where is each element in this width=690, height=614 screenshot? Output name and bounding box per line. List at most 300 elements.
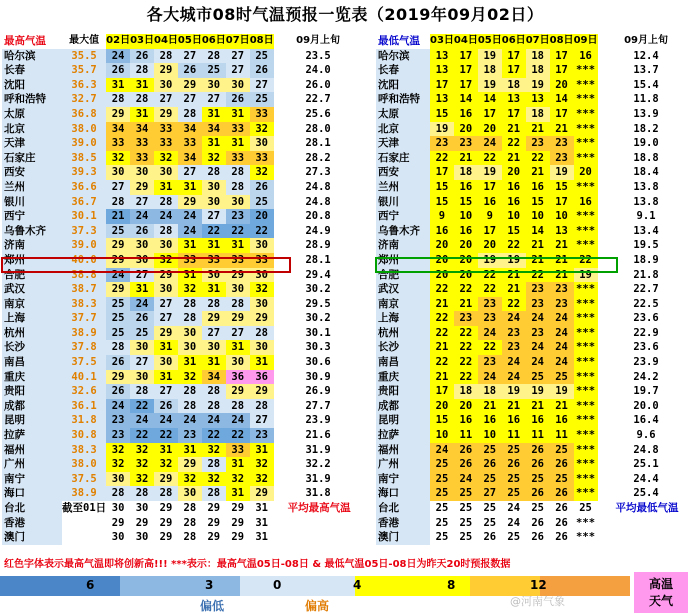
- max-record: 36.8: [62, 107, 106, 122]
- min-temp-value: 14: [454, 92, 478, 107]
- avg-early-sept: 13.8: [614, 195, 679, 210]
- avg-early-sept: 20.0: [614, 399, 679, 414]
- max-temp-value: 28: [202, 165, 226, 180]
- min-temp-value: 23: [478, 311, 502, 326]
- min-temp-value: 15: [502, 224, 526, 239]
- column-header: 最低气温: [376, 34, 430, 49]
- max-temp-value: 28: [202, 49, 226, 64]
- max-record: 38.5: [62, 151, 106, 166]
- city-name: 西宁: [376, 209, 430, 224]
- min-temp-value: 18: [478, 63, 502, 78]
- max-temp-value: 30: [250, 297, 274, 312]
- max-temp-value: 24: [154, 413, 178, 428]
- max-temp-value: 29: [226, 530, 250, 545]
- min-temp-value: 21: [502, 268, 526, 283]
- spacer: [598, 78, 614, 93]
- max-temp-value: 32: [130, 472, 154, 487]
- spacer: [274, 399, 286, 414]
- column-header: [274, 34, 286, 49]
- legend-value-0: 0: [273, 578, 282, 592]
- max-temp-value: 30: [202, 195, 226, 210]
- min-temp-value: 10: [454, 209, 478, 224]
- max-record: 38.8: [62, 268, 106, 283]
- max-temp-value: 26: [178, 63, 202, 78]
- column-header: 08日: [550, 34, 574, 49]
- max-temp-value: 26: [130, 311, 154, 326]
- min-temp-value: 24: [526, 311, 550, 326]
- max-record: 35.5: [62, 49, 106, 64]
- min-temp-value: 16: [574, 49, 598, 64]
- city-name: 兰州: [376, 180, 430, 195]
- min-temp-value: 25: [550, 370, 574, 385]
- min-temp-value: 15: [430, 413, 454, 428]
- column-header: 04日: [154, 34, 178, 49]
- spacer: [598, 486, 614, 501]
- min-temp-value: 16: [454, 107, 478, 122]
- min-temp-value: 17: [550, 63, 574, 78]
- avg-early-sept: 13.9: [614, 107, 679, 122]
- city-name: 西安: [376, 165, 430, 180]
- table-row: [376, 122, 679, 137]
- max-temp-value: 23: [226, 209, 250, 224]
- max-temp-value: 22: [154, 428, 178, 443]
- min-temp-value: 25: [502, 472, 526, 487]
- min-temp-value: 22: [430, 355, 454, 370]
- min-temp-value: 20: [454, 122, 478, 137]
- city-name: 南京: [376, 297, 430, 312]
- max-temp-value: 29: [154, 530, 178, 545]
- min-temp-value: 18: [454, 384, 478, 399]
- min-temp-value: 19: [574, 268, 598, 283]
- min-temp-value: 15: [430, 195, 454, 210]
- city-name: 长沙: [376, 340, 430, 355]
- city-name: 重庆: [376, 370, 430, 385]
- spacer: [274, 443, 286, 458]
- min-temp-value: 25: [526, 472, 550, 487]
- min-temp-value: 16: [550, 413, 574, 428]
- min-temp-value: 26: [526, 457, 550, 472]
- max-record: [62, 516, 106, 531]
- table-row: [376, 180, 679, 195]
- min-temp-value: 25: [502, 443, 526, 458]
- max-record: 30.1: [62, 209, 106, 224]
- max-temp-value: 29: [130, 180, 154, 195]
- min-temp-value: 26: [550, 486, 574, 501]
- max-record: 37.8: [62, 340, 106, 355]
- spacer: [598, 340, 614, 355]
- min-temp-value: 11: [502, 428, 526, 443]
- max-temp-value: 30: [106, 501, 130, 516]
- city-name: 重庆: [2, 370, 62, 385]
- column-header: [598, 34, 614, 49]
- table-header-row: [2, 34, 351, 49]
- max-temp-value: 32: [106, 443, 130, 458]
- max-temp-value: 27: [130, 195, 154, 210]
- min-temp-value: 10: [502, 209, 526, 224]
- city-name: 石家庄: [376, 151, 430, 166]
- hot-weather-box: [634, 572, 688, 613]
- max-temp-value: 28: [178, 516, 202, 531]
- max-temp-value: 32: [130, 457, 154, 472]
- max-temp-value: 22: [226, 224, 250, 239]
- max-temp-value: 32: [178, 472, 202, 487]
- spacer: [598, 122, 614, 137]
- max-record: 40.1: [62, 370, 106, 385]
- avg-early-sept: 28.1: [286, 136, 351, 151]
- avg-early-sept: [614, 516, 679, 531]
- min-temp-value: 24: [478, 136, 502, 151]
- spacer: [274, 63, 286, 78]
- max-temp-value: 26: [106, 384, 130, 399]
- max-temp-value: 31: [154, 340, 178, 355]
- max-temp-value: 29: [250, 384, 274, 399]
- avg-early-sept: 24.0: [286, 63, 351, 78]
- min-temp-value: 17: [478, 180, 502, 195]
- min-temp-value: 9: [478, 209, 502, 224]
- max-temp-value: 29: [226, 311, 250, 326]
- spacer: [598, 311, 614, 326]
- min-temp-value: 21: [430, 340, 454, 355]
- max-temp-value: 23: [250, 428, 274, 443]
- min-temp-value: 23: [478, 297, 502, 312]
- avg-early-sept: 28.0: [286, 122, 351, 137]
- zhengzhou-min-highlight: [375, 257, 618, 273]
- min-temp-value: 22: [454, 355, 478, 370]
- footnote: 红色字体表示最高气温即将创新高!!! ***表示：最高气温05日-08日 & 最低气温05日-08日为昨天20时预报数据: [4, 559, 511, 570]
- avg-early-sept: 9.6: [614, 428, 679, 443]
- max-temp-value: 24: [130, 413, 154, 428]
- max-temp-value: 29: [106, 253, 130, 268]
- city-name: 贵阳: [376, 384, 430, 399]
- min-temp-value: 21: [478, 399, 502, 414]
- min-temp-value: ***: [574, 63, 598, 78]
- hot-label-line2: 天气: [648, 594, 673, 608]
- max-temp-value: 30: [130, 340, 154, 355]
- min-temp-value: 23: [478, 355, 502, 370]
- max-temp-value: 22: [226, 428, 250, 443]
- max-temp-value: 31: [178, 355, 202, 370]
- city-name: 杭州: [376, 326, 430, 341]
- avg-early-sept: 23.6: [614, 311, 679, 326]
- min-temp-value: 17: [454, 49, 478, 64]
- max-temp-value: 31: [250, 443, 274, 458]
- max-temp-value: 31: [202, 355, 226, 370]
- max-temp-value: 28: [202, 399, 226, 414]
- avg-early-sept: 15.4: [614, 78, 679, 93]
- min-temp-value: 17: [502, 49, 526, 64]
- spacer: [274, 107, 286, 122]
- max-temp-value: 31: [130, 78, 154, 93]
- table-row: [2, 355, 351, 370]
- column-header: 09日: [574, 34, 598, 49]
- avg-early-sept: 29.5: [286, 297, 351, 312]
- min-temp-value: 21: [454, 151, 478, 166]
- avg-early-sept: [286, 516, 351, 531]
- max-temp-value: 30: [154, 78, 178, 93]
- min-temp-value: 22: [526, 268, 550, 283]
- max-temp-value: 28: [226, 180, 250, 195]
- max-temp-value: 29: [154, 472, 178, 487]
- max-temp-value: 28: [154, 486, 178, 501]
- max-record: 37.5: [62, 472, 106, 487]
- max-temp-value: 30: [106, 165, 130, 180]
- max-temp-value: 33: [106, 136, 130, 151]
- max-record: 截至01日: [62, 502, 107, 514]
- max-temp-value: 28: [130, 384, 154, 399]
- min-temp-value: 19: [526, 384, 550, 399]
- max-temp-value: 30: [202, 340, 226, 355]
- spacer: [598, 326, 614, 341]
- min-temp-value: 25: [550, 472, 574, 487]
- max-temp-value: 28: [226, 399, 250, 414]
- min-temp-value: ***: [574, 443, 598, 458]
- max-temp-value: 27: [226, 326, 250, 341]
- avg-early-sept: 31.9: [286, 472, 351, 487]
- max-temp-value: 31: [226, 486, 250, 501]
- min-temp-value: 22: [526, 151, 550, 166]
- min-temp-value: 21: [454, 297, 478, 312]
- min-temp-value: 26: [550, 501, 574, 516]
- max-temp-value: 30: [178, 340, 202, 355]
- city-name: 台北: [376, 501, 430, 516]
- min-temp-value: 21: [502, 282, 526, 297]
- max-temp-value: 20: [250, 209, 274, 224]
- max-temp-value: 26: [106, 63, 130, 78]
- max-temp-value: 31: [226, 136, 250, 151]
- min-temp-value: 13: [502, 92, 526, 107]
- max-temp-value: 30: [154, 282, 178, 297]
- min-temp-value: 24: [502, 355, 526, 370]
- max-temp-value: 31: [154, 370, 178, 385]
- max-temp-value: 30: [178, 326, 202, 341]
- max-temp-value: 28: [226, 165, 250, 180]
- max-record: 38.0: [62, 122, 106, 137]
- avg-early-sept: 25.6: [286, 107, 351, 122]
- table-row: [376, 311, 679, 326]
- max-temp-value: 32: [250, 282, 274, 297]
- min-temp-value: 22: [430, 326, 454, 341]
- city-name: 南昌: [2, 355, 62, 370]
- min-temp-value: 21: [550, 399, 574, 414]
- max-temp-value: 30: [154, 355, 178, 370]
- avg-early-sept: 19.5: [614, 238, 679, 253]
- min-temp-value: 26: [526, 443, 550, 458]
- min-temp-value: 25: [478, 443, 502, 458]
- avg-early-sept: 24.2: [614, 370, 679, 385]
- min-temp-value: 27: [478, 486, 502, 501]
- min-temp-value: 16: [430, 224, 454, 239]
- max-temp-value: 27: [250, 413, 274, 428]
- min-temp-value: 25: [526, 370, 550, 385]
- spacer: [598, 384, 614, 399]
- min-temp-value: 13: [550, 224, 574, 239]
- max-temp-value: 33: [178, 253, 202, 268]
- avg-early-sept: 平均最低气温: [615, 502, 679, 514]
- max-temp-value: 28: [202, 457, 226, 472]
- min-temp-value: 25: [454, 501, 478, 516]
- city-name: 昆明: [376, 413, 430, 428]
- max-temp-value: 29: [154, 268, 178, 283]
- max-temp-value: 31: [250, 501, 274, 516]
- table-row: [2, 443, 351, 458]
- city-name: 长春: [376, 63, 430, 78]
- page-title: 各大城市08时气温预报一览表（2019年09月02日）: [146, 5, 544, 24]
- max-temp-value: 31: [130, 282, 154, 297]
- avg-early-sept: 30.1: [286, 326, 351, 341]
- min-temp-value: 16: [502, 413, 526, 428]
- min-temp-value: ***: [574, 486, 598, 501]
- max-temp-value: 29: [226, 268, 250, 283]
- spacer: [598, 63, 614, 78]
- min-temp-value: 16: [454, 413, 478, 428]
- min-temp-value: 21: [526, 122, 550, 137]
- avg-early-sept: 32.2: [286, 457, 351, 472]
- max-temp-value: 28: [178, 501, 202, 516]
- max-temp-value: 25: [250, 49, 274, 64]
- max-temp-value: 33: [154, 136, 178, 151]
- min-temp-value: 24: [502, 516, 526, 531]
- spacer: [274, 92, 286, 107]
- max-temp-value: 27: [202, 326, 226, 341]
- min-temp-value: 23: [526, 136, 550, 151]
- max-record: 39.0: [62, 136, 106, 151]
- city-name: 广州: [376, 457, 430, 472]
- avg-early-sept: [614, 530, 679, 545]
- city-name: 长沙: [2, 340, 62, 355]
- min-temp-value: 18: [526, 63, 550, 78]
- column-header: 06日: [202, 34, 226, 49]
- max-record: 38.9: [62, 326, 106, 341]
- city-name: 北京: [376, 122, 430, 137]
- min-temp-value: 22: [454, 370, 478, 385]
- spacer: [274, 428, 286, 443]
- spacer: [598, 516, 614, 531]
- max-temp-value: 30: [226, 78, 250, 93]
- max-temp-value: 30: [226, 355, 250, 370]
- min-temp-value: 23: [454, 311, 478, 326]
- city-name: 北京: [2, 122, 62, 137]
- min-temp-value: 24: [478, 370, 502, 385]
- table-row: [376, 501, 679, 516]
- max-record: 35.7: [62, 63, 106, 78]
- max-temp-value: 29: [226, 516, 250, 531]
- min-temp-value: 20: [454, 238, 478, 253]
- min-temp-value: 11: [526, 428, 550, 443]
- avg-early-sept: 24.9: [286, 224, 351, 239]
- table-row: [2, 224, 351, 239]
- max-temp-value: 30: [250, 136, 274, 151]
- min-temp-value: 24: [502, 311, 526, 326]
- max-temp-value: 33: [226, 443, 250, 458]
- max-temp-value: 30: [154, 165, 178, 180]
- max-temp-value: 24: [130, 297, 154, 312]
- legend-bar-blue-dark: [0, 576, 120, 596]
- max-temp-value: 32: [130, 443, 154, 458]
- table-row: [2, 195, 351, 210]
- spacer: [274, 136, 286, 151]
- max-temp-value: 22: [202, 224, 226, 239]
- avg-early-sept: 30.9: [286, 370, 351, 385]
- min-temp-value: 21: [502, 151, 526, 166]
- city-name: 昆明: [2, 413, 62, 428]
- max-temp-value: 29: [130, 516, 154, 531]
- table-row: [2, 311, 351, 326]
- min-temp-value: 16: [454, 224, 478, 239]
- max-temp-value: 28: [202, 384, 226, 399]
- min-temp-value: ***: [574, 78, 598, 93]
- max-temp-value: 23: [178, 428, 202, 443]
- max-temp-value: 31: [154, 443, 178, 458]
- spacer: [274, 165, 286, 180]
- max-temp-value: 30: [130, 253, 154, 268]
- max-temp-value: 33: [250, 107, 274, 122]
- max-temp-value: 29: [154, 107, 178, 122]
- max-record: 37.5: [62, 355, 106, 370]
- min-temp-value: 19: [502, 253, 526, 268]
- max-temp-value: 31: [178, 180, 202, 195]
- max-temp-value: 28: [154, 195, 178, 210]
- max-temp-value: 27: [178, 92, 202, 107]
- min-temp-value: 23: [502, 326, 526, 341]
- max-temp-value: 29: [250, 311, 274, 326]
- max-temp-value: 33: [130, 151, 154, 166]
- min-temp-value: 25: [430, 472, 454, 487]
- min-temp-value: 26: [526, 516, 550, 531]
- min-temp-value: 25: [454, 486, 478, 501]
- max-temp-value: 25: [106, 326, 130, 341]
- min-temp-value: 16: [502, 195, 526, 210]
- table-row: [376, 78, 679, 93]
- max-temp-value: 28: [202, 297, 226, 312]
- city-name: 天津: [2, 136, 62, 151]
- column-header: 07日: [526, 34, 550, 49]
- max-temp-value: 31: [226, 238, 250, 253]
- avg-early-sept: 27.3: [286, 165, 351, 180]
- legend-value-8: 8: [447, 578, 456, 592]
- min-temp-value: 22: [478, 151, 502, 166]
- table-row: [2, 78, 351, 93]
- avg-early-sept: 9.1: [614, 209, 679, 224]
- city-name: 呼和浩特: [376, 92, 430, 107]
- max-temp-value: 27: [154, 297, 178, 312]
- min-temp-value: 18: [454, 165, 478, 180]
- min-temp-value: 17: [550, 195, 574, 210]
- max-temp-value: 22: [130, 399, 154, 414]
- max-temp-value: 28: [178, 297, 202, 312]
- max-temp-value: 30: [250, 268, 274, 283]
- min-temp-value: 21: [430, 370, 454, 385]
- avg-early-sept: 30.2: [286, 282, 351, 297]
- min-temp-value: 18: [526, 49, 550, 64]
- min-temp-value: ***: [574, 122, 598, 137]
- spacer: [274, 501, 286, 516]
- min-temp-value: 21: [526, 253, 550, 268]
- min-temp-value: 19: [550, 384, 574, 399]
- max-temp-value: 28: [106, 340, 130, 355]
- max-record: 37.7: [62, 311, 106, 326]
- city-name: 香港: [2, 516, 62, 531]
- avg-early-sept: 23.9: [614, 355, 679, 370]
- max-temp-value: 31: [178, 443, 202, 458]
- min-temp-value: 25: [430, 486, 454, 501]
- max-temp-value: 31: [130, 107, 154, 122]
- min-temp-value: 14: [478, 92, 502, 107]
- table-row: [2, 49, 351, 64]
- avg-early-sept: 27.7: [286, 399, 351, 414]
- spacer: [274, 282, 286, 297]
- max-temp-value: 30: [130, 370, 154, 385]
- max-temp-value: 28: [250, 326, 274, 341]
